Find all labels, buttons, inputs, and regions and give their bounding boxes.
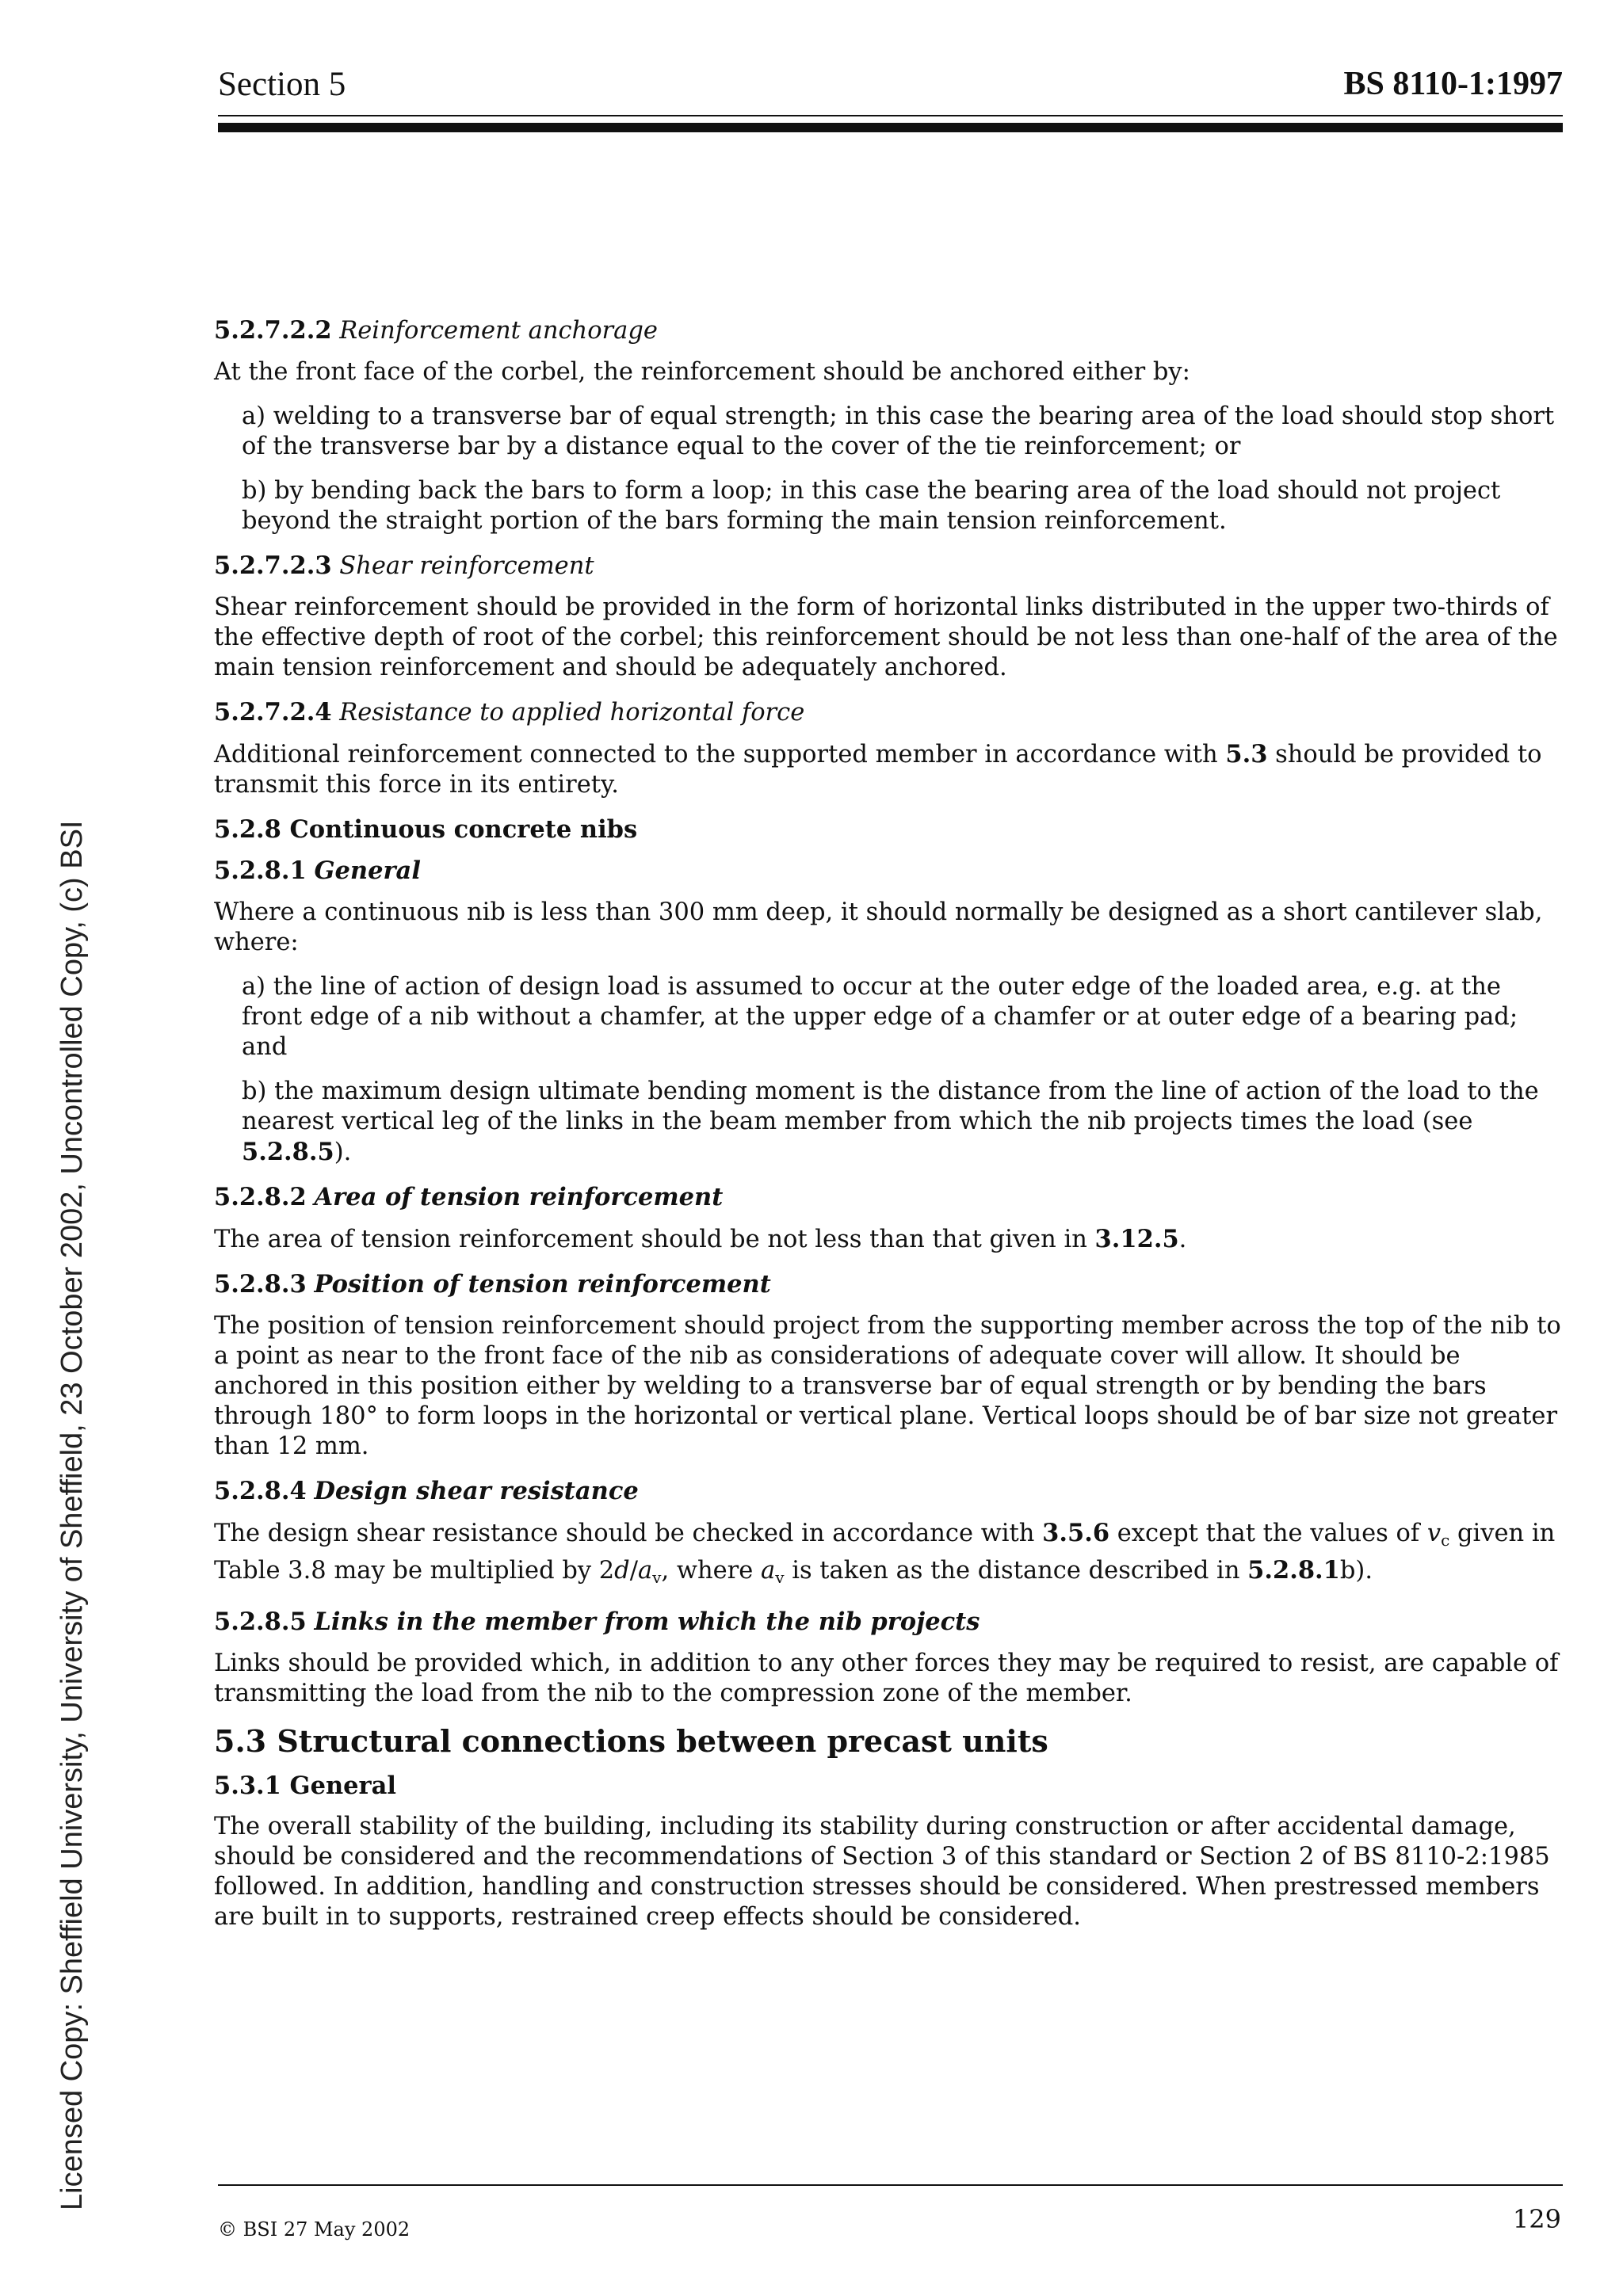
- clause-number: 5.2.8.4: [214, 1477, 307, 1505]
- clause-number: 5.2.8.5: [214, 1608, 307, 1636]
- running-header-standard: BS 8110-1:1997: [1343, 66, 1563, 102]
- clause-number: 5.2.8.3: [214, 1270, 307, 1299]
- cross-reference: 3.5.6: [1042, 1519, 1110, 1547]
- clause-heading: [214, 697, 1561, 728]
- math-symbol: d: [614, 1557, 630, 1585]
- clause-title: Area of tension reinforcement: [314, 1183, 724, 1211]
- text-run: b) the maximum design ultimate bending moment is the distance from the line of action of the load to the nearest vertical leg of the links in the beam member from which the nib projects times the load (see: [242, 1077, 1539, 1135]
- text-run: given in Table 3.8 may be multiplied by 2: [214, 1520, 1556, 1585]
- clause-heading: [214, 856, 1561, 887]
- cross-reference: 5.3: [1225, 740, 1268, 769]
- paragraph: [214, 739, 1561, 800]
- major-section-heading: 5.3 Structural connections between precast units: [214, 1723, 1048, 1759]
- section-heading: 5.2.8 Continuous concrete nibs: [214, 815, 638, 844]
- text-run: The area of tension reinforcement should be not less than that given in: [214, 1226, 1095, 1253]
- clause-heading: [214, 1476, 1561, 1507]
- text-run: Additional reinforcement connected to the supported member in accordance with: [214, 741, 1226, 769]
- text-run: b).: [1339, 1557, 1373, 1585]
- clause-heading: [214, 1269, 1561, 1300]
- text-run: ).: [334, 1138, 352, 1166]
- clause-title: Links in the member from which the nib projects: [314, 1608, 980, 1636]
- paragraph: At the front face of the corbel, the reinforcement should be anchored either by:: [214, 358, 1190, 386]
- clause-heading: [214, 551, 1561, 582]
- clause-title: Design shear resistance: [314, 1477, 639, 1505]
- clause-number: 5.2.7.2.3: [214, 551, 332, 580]
- license-side-notice: Licensed Copy: Sheffield University, University of Sheffield, 23 October 2002, Uncontrolled Copy, (c) BSI: [55, 820, 89, 2210]
- text-run: , where: [661, 1557, 761, 1585]
- list-item: b) by bending back the bars to form a loop; in this case the bearing area of the load should not project beyond the straight portion of the bars forming the main tension reinforcement.: [242, 477, 1501, 535]
- paragraph: [214, 1224, 1561, 1255]
- clause-heading: [214, 1182, 1561, 1213]
- paragraph: The position of tension reinforcement should project from the supporting member across the top of the nib to a point as near to the front face of the nib as considerations of adequate cover will allow. It should be anchored in this position either by welding to a transverse bar of equal strength or by bending the bars through 180° to form loops in the horizontal or vertical plane. Vertical loops should be of bar size not greater than 12 mm.: [214, 1312, 1561, 1460]
- clause-number: 5.2.7.2.4: [214, 698, 332, 727]
- header-rule-thick: [218, 123, 1563, 132]
- main-content: [214, 315, 1561, 1947]
- paragraph: Links should be provided which, in addition to any other forces they may be required to resist, are capable of transmitting the load from the nib to the compression zone of the member.: [214, 1650, 1559, 1707]
- running-header-section: Section 5: [218, 66, 346, 103]
- clause-title: Resistance to applied horizontal force: [339, 699, 805, 727]
- list-item: a) the line of action of design load is assumed to occur at the outer edge of the loaded area, e.g. at the front edge of a nib without a chamfer, at the upper edge of a chamfer or at outer edge of a bearing pad; and: [242, 973, 1518, 1061]
- math-subscript: c: [1441, 1531, 1450, 1550]
- section-heading: 5.3.1 General: [214, 1772, 396, 1800]
- list-item: a) welding to a transverse bar of equal strength; in this case the bearing area of the load should stop short of the transverse bar by a distance equal to the cover of the tie reinforcement; or: [242, 402, 1555, 460]
- cross-reference: 5.2.8.5: [242, 1138, 334, 1166]
- clause-heading: [214, 315, 1561, 346]
- clause-number: 5.2.8.2: [214, 1183, 307, 1211]
- paragraph: [214, 1518, 1561, 1592]
- text-run: is taken as the distance described in: [784, 1557, 1248, 1585]
- clause-title: General: [314, 856, 421, 885]
- text-run: except that the values of: [1109, 1520, 1427, 1547]
- clause-number: 5.2.7.2.2: [214, 316, 332, 345]
- clause-title: Position of tension reinforcement: [314, 1270, 771, 1299]
- text-run: should be provided to transmit this force in its entirety.: [214, 741, 1542, 799]
- footer-rule: [218, 2184, 1563, 2186]
- list-item: [242, 1077, 1561, 1168]
- clause-title: Shear reinforcement: [339, 552, 594, 580]
- math-subscript: v: [652, 1568, 662, 1587]
- paragraph: Where a continuous nib is less than 300 mm deep, it should normally be designed as a short cantilever slab, where:: [214, 898, 1543, 956]
- clause-number: 5.2.8.1: [214, 856, 307, 885]
- math-symbol: v: [1426, 1520, 1442, 1547]
- math-symbol: a: [761, 1557, 776, 1585]
- cross-reference: 5.2.8.1: [1247, 1556, 1340, 1585]
- text-run: .: [1178, 1226, 1187, 1253]
- cross-reference: 3.12.5: [1094, 1225, 1179, 1253]
- text-run: /: [629, 1557, 638, 1585]
- math-symbol: a: [637, 1557, 653, 1585]
- footer-copyright: © BSI 27 May 2002: [218, 2218, 411, 2241]
- clause-title: Reinforcement anchorage: [339, 317, 658, 345]
- paragraph: The overall stability of the building, including its stability during construction or after accidental damage, should be considered and the recommendations of Section 3 of this standard or Section 2 of BS 8110-2:1985 followed. In addition, handling and construction stresses should be considered. When prestressed members are built in to supports, restrained creep effects should be considered.: [214, 1813, 1550, 1931]
- text-run: The design shear resistance should be checked in accordance with: [214, 1520, 1043, 1547]
- paragraph: Shear reinforcement should be provided in the form of horizontal links distributed in the upper two-thirds of the effective depth of root of the corbel; this reinforcement should be not less than one-half of the area of the main tension reinforcement and should be adequately anchored.: [214, 593, 1558, 681]
- header-rule-thin: [218, 115, 1563, 116]
- math-subscript: v: [775, 1568, 785, 1587]
- clause-heading: [214, 1607, 1561, 1638]
- page-number: 129: [1512, 2204, 1561, 2234]
